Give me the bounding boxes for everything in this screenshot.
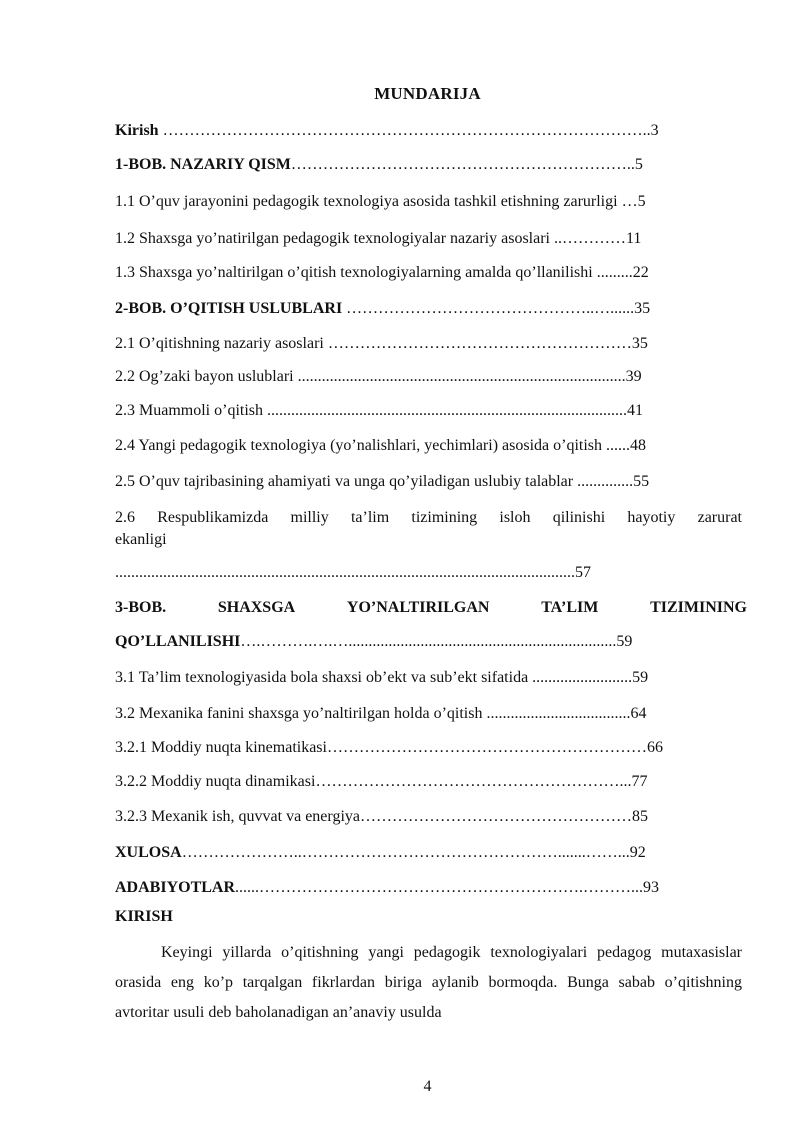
toc-page-number: 66 [646,739,663,756]
page-number: 4 [423,1078,432,1095]
toc-item-2-6-line2: ekanligi [115,531,167,548]
toc-page-number: 77 [631,773,648,790]
toc-line[interactable] [115,436,742,456]
toc-line[interactable] [115,299,742,319]
toc-label: 1.2 Shaxsga yo’natirilgan pedagogik texnologiyalar nazariy asoslari [115,230,554,247]
toc-label: 3.2 Mexanika fanini shaxsga yo’naltirilgan holda o’qitish [115,705,487,722]
toc-page-number: 59 [616,633,633,650]
toc-label: QO’LLANILISHI [115,633,241,650]
toc-page-number: 35 [634,300,651,317]
intro-paragraph [115,938,742,1028]
toc-leader: ……………………………………………………….. [290,156,635,173]
toc-line[interactable] [115,334,742,354]
toc-leader: ………………………………………………… [327,335,632,352]
toc-label: 2-BOB. O’QITISH USLUBLARI [115,300,347,317]
toc-label: ADABIYOTLAR [115,879,236,896]
toc-page-number: 22 [632,264,649,281]
toc-chapter-3-heading[interactable] [115,598,747,618]
toc-label: 2.2 Og’zaki bayon uslublari [115,368,298,385]
toc-leader: …………………………………………… [359,808,632,825]
toc-leader: …………………………………………………… [326,739,647,756]
chapter3-word: 3-BOB. [115,599,167,616]
toc-label: 2.1 O’qitishning nazariy asoslari [115,335,328,352]
toc-label: 1.3 Shaxsga yo’naltirilgan o’qitish texnologiyalarning amalda qo’llanilishi [115,264,597,281]
toc-page-number: 5 [634,156,643,173]
toc-leader: .................................... [486,705,631,722]
toc-leader: .......................................................................................... [267,402,627,419]
toc-label: 3.1 Ta’lim texnologiyasida bola shaxsi ob’ekt va sub’ekt sifatida [115,669,533,686]
toc-leader: ................................................................................................................... [115,564,575,581]
intro-paragraph-text: Keyingi yillarda o’qitishning yangi pedagogik texnologiyalari pedagog mutaxasislar orasida eng ko’p tarqalgan fikrlardan biriga aylanib bormoqda. Bunga sabab o’qitishning avtoritar usuli deb baholanadigan an’anaviy usulda [115,944,742,1021]
toc-page-number: 55 [633,473,650,490]
toc-title: MUNDARIJA [374,84,481,103]
toc-leader: .................................................................................. [297,368,626,385]
toc-line[interactable] [115,121,742,141]
toc-page-number: 5 [637,193,646,210]
toc-page-number: 92 [629,844,646,861]
toc-line[interactable] [115,472,742,492]
toc-page-number: 41 [627,402,643,419]
toc-label: 2.4 Yangi pedagogik texnologiya (yo’nalishlari, yechimlari) asosida o’qitish [115,437,607,454]
toc-item-2-6[interactable] [115,507,742,551]
toc-page-number: 59 [632,669,649,686]
toc-line[interactable] [115,401,742,421]
chapter3-word: TA’LIM [541,599,599,616]
toc-line[interactable] [115,155,742,175]
toc-line[interactable] [115,263,742,283]
toc-label: Kirish [115,122,159,139]
toc-line[interactable] [115,878,742,898]
toc-leader: ……………………………………………………………………………….. [158,122,651,139]
toc-page-number: 35 [631,335,648,352]
toc-leader: ...... [606,437,631,454]
toc-page-number: 64 [630,705,647,722]
toc-page-number: 48 [630,437,647,454]
toc-line[interactable] [115,668,742,688]
toc-line[interactable] [115,192,742,212]
toc-line[interactable] [115,807,742,827]
chapter3-word: SHAXSGA [217,599,296,616]
chapter3-word: TIZIMINING [650,599,747,616]
toc-page-number: 85 [631,808,648,825]
toc-line[interactable] [115,229,742,249]
toc-page-number: 3 [650,122,659,139]
toc-label: 3.2.3 Mexanik ish, quvvat va energiya [115,808,360,825]
toc-leader: …………………………………………………... [315,773,632,790]
intro-heading: KIRISH [115,908,173,925]
chapter3-word: YO’NALTIRILGAN [346,599,490,616]
toc-page-number: 39 [625,368,642,385]
toc-page-number: 57 [575,564,591,581]
toc-label: 1-BOB. NAZARIY QISM [115,156,291,173]
toc-label: 1.1 O’quv jarayonini pedagogik texnologiya asosida tashkil etishning zarurligi [115,193,622,210]
toc-item-2-6-leader-line [115,563,675,583]
toc-leader: ..………… [553,230,626,247]
toc-label: 3.2.2 Moddiy nuqta dinamikasi [115,773,316,790]
toc-leader: ......................... [532,669,633,686]
toc-label: 2.3 Muammoli o’qitish [115,402,267,419]
toc-leader: ………………………………………..…...... [346,300,635,317]
toc-line[interactable] [115,738,742,758]
toc-line[interactable] [115,772,742,792]
toc-item-2-6-line1: 2.6 Respublikamizda milliy ta’lim tizimining isloh qilinishi hayotiy zarurat [115,509,742,526]
toc-page-number: 11 [625,230,642,247]
toc-leader: … [621,193,638,210]
toc-leader: .............. [577,473,634,490]
toc-line[interactable] [115,367,742,387]
toc-label: XULOSA [115,844,182,861]
toc-chapter-3-line[interactable] [115,632,742,652]
toc-line[interactable] [115,843,742,863]
toc-label: 3.2.1 Moddiy nuqta kinematikasi [115,739,327,756]
toc-leader: ….……….….…................................................................... [240,633,617,650]
toc-leader: …………………..………………………………………….......……... [181,844,630,861]
toc-line[interactable] [115,704,742,724]
toc-page-number: 93 [643,879,660,896]
toc-label: 2.5 O’quv tajribasining ahamiyati va unga qo’yiladigan uslubiy talablar [115,473,578,490]
toc-leader: ......…………………………………………………….………... [235,879,644,896]
toc-leader: ......... [596,264,633,281]
